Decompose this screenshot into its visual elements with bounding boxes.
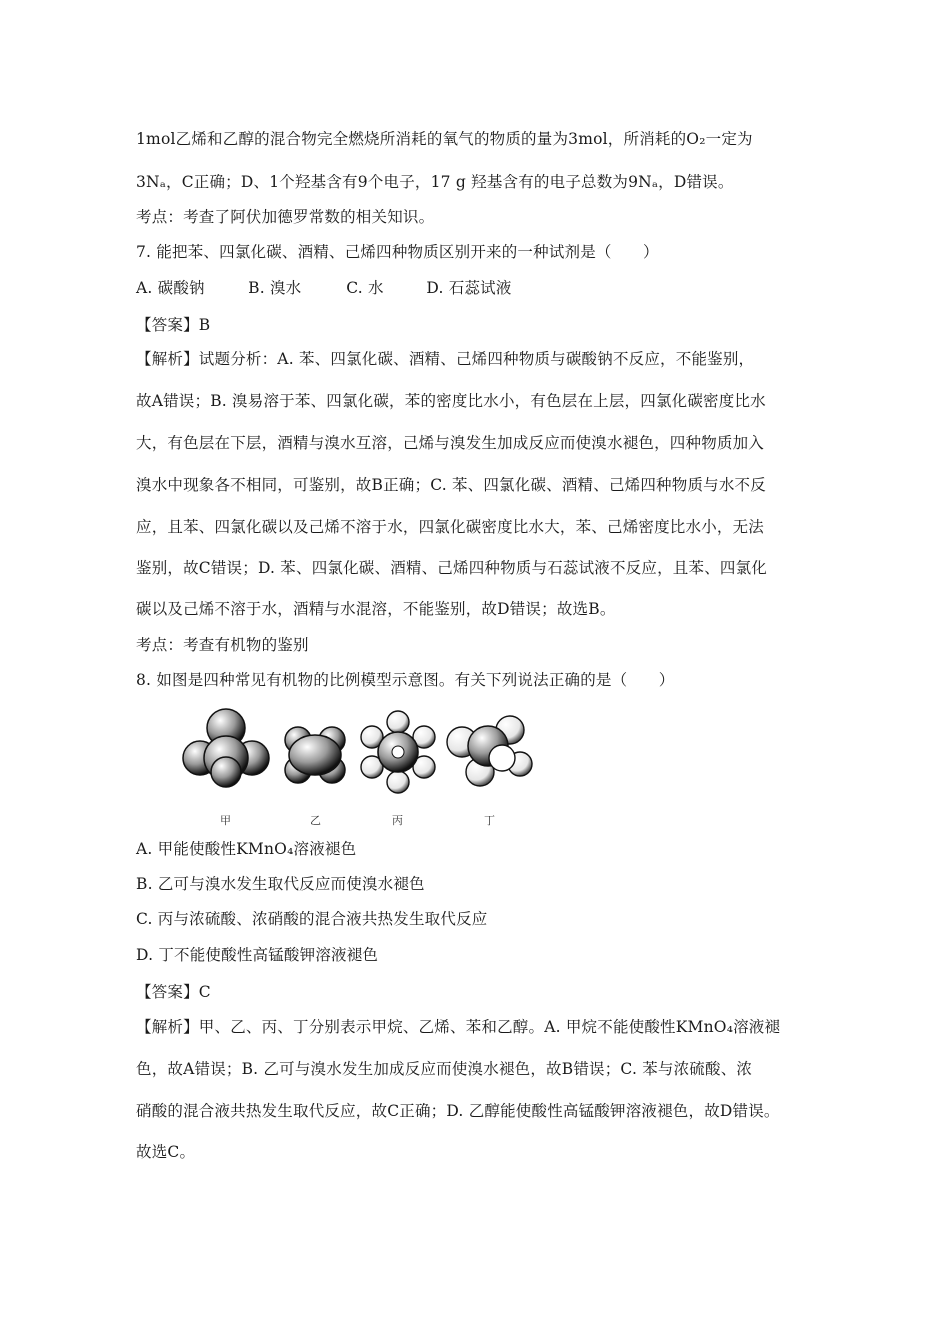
- text-line: 1mol乙烯和乙醇的混合物完全燃烧所消耗的氧气的物质的量为3mol，所消耗的O₂一定为: [136, 130, 753, 148]
- analysis-line: 【解析】甲、乙、丙、丁分别表示甲烷、乙烯、苯和乙醇。A. 甲烷不能使酸性KMnO₄溶液褪: [136, 1018, 781, 1036]
- option-a: A. 碳酸钠: [136, 279, 205, 297]
- methane-model: [183, 709, 269, 787]
- option-b: B. 乙可与溴水发生取代反应而使溴水褪色: [136, 875, 425, 893]
- analysis-line: 鉴别，故C错误；D. 苯、四氯化碳、酒精、己烯四种物质与石蕊试液不反应，且苯、四氯化: [136, 559, 767, 577]
- exam-point: 考点：考查有机物的鉴别: [136, 636, 309, 654]
- analysis-line: 故选C。: [136, 1143, 196, 1161]
- answer-label: 【答案】C: [136, 983, 211, 1001]
- analysis-line: 应，且苯、四氯化碳以及己烯不溶于水，四氯化碳密度比水大，苯、己烯密度比水小，无法: [136, 518, 765, 536]
- analysis-line: 硝酸的混合液共热发生取代反应，故C正确；D. 乙醇能使酸性高锰酸钾溶液褪色，故D错误。: [136, 1102, 780, 1120]
- figure-label-yi: 乙: [310, 814, 321, 827]
- option-d: D. 丁不能使酸性高锰酸钾溶液褪色: [136, 946, 379, 964]
- figure-label-bing: 丙: [392, 814, 403, 827]
- option-c: C. 丙与浓硫酸、浓硝酸的混合液共热发生取代反应: [136, 910, 488, 928]
- question-7-stem: 7. 能把苯、四氯化碳、酒精、己烯四种物质区别开来的一种试剂是（ ）: [136, 243, 659, 261]
- ethanol-model: [447, 716, 532, 786]
- figure-label-jia: 甲: [220, 814, 231, 827]
- option-d: D. 石蕊试液: [426, 279, 512, 297]
- option-c: C. 水: [346, 279, 384, 297]
- molecule-models-svg: [180, 700, 540, 812]
- question-7-options: [136, 276, 512, 298]
- option-b: B. 溴水: [248, 279, 302, 297]
- analysis-line: 大，有色层在下层，酒精与溴水互溶，己烯与溴发生加成反应而使溴水褪色，四种物质加入: [136, 434, 765, 452]
- question-8-stem: 8. 如图是四种常见有机物的比例模型示意图。有关下列说法正确的是（ ）: [136, 671, 675, 689]
- answer-label: 【答案】B: [136, 316, 211, 334]
- exam-point: 考点：考查了阿伏加德罗常数的相关知识。: [136, 208, 435, 226]
- analysis-line: 碳以及己烯不溶于水，酒精与水混溶，不能鉴别，故D错误；故选B。: [136, 600, 616, 618]
- ethylene-model: [285, 727, 345, 783]
- benzene-model: [361, 711, 435, 793]
- option-a: A. 甲能使酸性KMnO₄溶液褪色: [136, 840, 357, 858]
- analysis-line: 故A错误；B. 溴易溶于苯、四氯化碳，苯的密度比水小，有色层在上层，四氯化碳密度比水: [136, 392, 766, 410]
- analysis-line: 色，故A错误；B. 乙可与溴水发生加成反应而使溴水褪色，故B错误；C. 苯与浓硫酸、浓: [136, 1060, 753, 1078]
- analysis-line: 溴水中现象各不相同，可鉴别，故B正确；C. 苯、四氯化碳、酒精、己烯四种物质与水不反: [136, 476, 766, 494]
- text-line: 3Nₐ，C正确；D、1个羟基含有9个电子，17 g 羟基含有的电子总数为9Nₐ，D错误。: [136, 173, 734, 191]
- analysis-line: 【解析】试题分析：A. 苯、四氯化碳、酒精、己烯四种物质与碳酸钠不反应，不能鉴别，: [136, 350, 755, 368]
- figure-label-ding: 丁: [484, 814, 495, 827]
- molecule-models-figure: [180, 700, 540, 832]
